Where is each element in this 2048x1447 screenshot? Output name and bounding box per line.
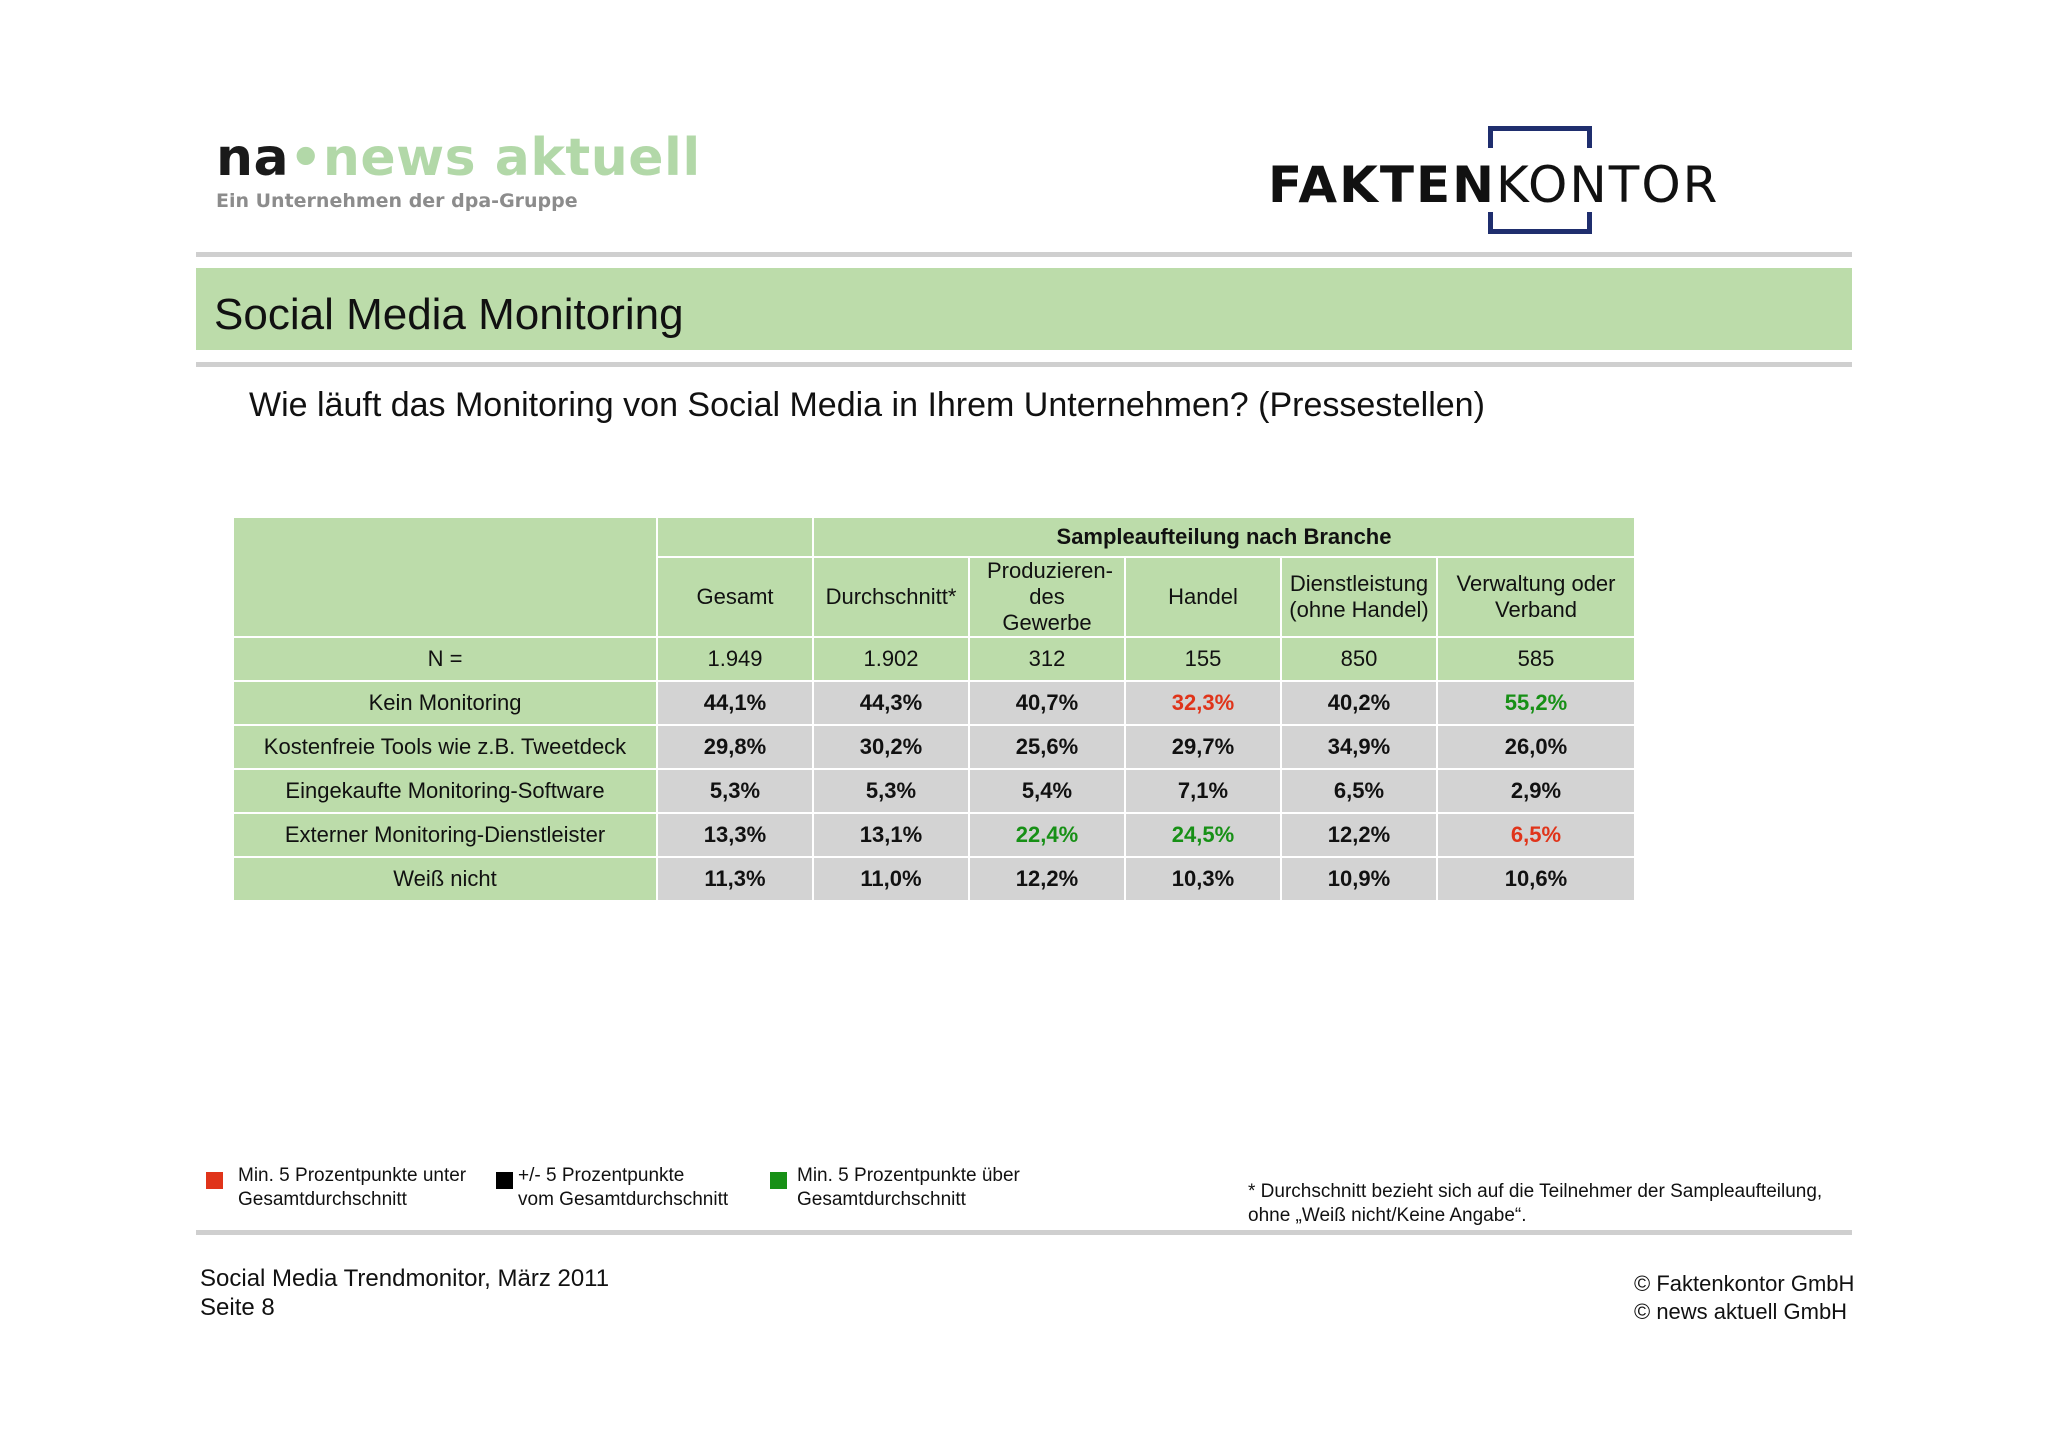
column-header bbox=[1281, 557, 1437, 637]
value-cell: 11,0% bbox=[813, 857, 969, 901]
row-label: N = bbox=[233, 637, 657, 681]
value-cell: 10,6% bbox=[1437, 857, 1635, 901]
page-title: Social Media Monitoring bbox=[214, 290, 684, 339]
title-divider bbox=[196, 362, 1852, 367]
legend-line: Gesamtdurchschnitt bbox=[797, 1189, 966, 1210]
footnote bbox=[1248, 1180, 1822, 1228]
sample-size-cell: 1.902 bbox=[813, 637, 969, 681]
logo-tagline: Ein Unternehmen der dpa-Gruppe bbox=[216, 190, 578, 212]
value-cell: 5,4% bbox=[969, 769, 1125, 813]
value-cell: 32,3% bbox=[1125, 681, 1281, 725]
corner-cell bbox=[233, 517, 657, 637]
row-label: Externer Monitoring-Dienstleister bbox=[233, 813, 657, 857]
legend-green-swatch bbox=[770, 1172, 787, 1189]
value-cell: 22,4% bbox=[969, 813, 1125, 857]
value-cell: 2,9% bbox=[1437, 769, 1635, 813]
sample-size-cell: 155 bbox=[1125, 637, 1281, 681]
column-header bbox=[1437, 557, 1635, 637]
column-header: Durchschnitt* bbox=[813, 557, 969, 637]
row-label: Eingekaufte Monitoring-Software bbox=[233, 769, 657, 813]
value-cell: 40,2% bbox=[1281, 681, 1437, 725]
value-cell: 13,1% bbox=[813, 813, 969, 857]
value-cell: 29,8% bbox=[657, 725, 813, 769]
column-header-text: Verwaltung oder Verband bbox=[1456, 571, 1616, 622]
value-cell: 29,7% bbox=[1125, 725, 1281, 769]
header-divider bbox=[196, 252, 1852, 257]
title-band bbox=[196, 268, 1852, 350]
group-header-spacer bbox=[657, 517, 813, 557]
value-cell: 6,5% bbox=[1281, 769, 1437, 813]
sample-size-cell: 1.949 bbox=[657, 637, 813, 681]
value-cell: 10,3% bbox=[1125, 857, 1281, 901]
group-header: Sampleaufteilung nach Branche bbox=[813, 517, 1635, 557]
logo-kontor-text: KONTOR bbox=[1495, 156, 1720, 214]
value-cell: 26,0% bbox=[1437, 725, 1635, 769]
sample-size-row bbox=[233, 637, 1635, 681]
legend-line: Min. 5 Prozentpunkte über bbox=[797, 1165, 1020, 1186]
table-row bbox=[233, 681, 1635, 725]
value-cell: 12,2% bbox=[1281, 813, 1437, 857]
legend-line: Gesamtdurchschnitt bbox=[238, 1189, 407, 1210]
footer-left bbox=[200, 1264, 609, 1322]
value-cell: 24,5% bbox=[1125, 813, 1281, 857]
table-row bbox=[233, 725, 1635, 769]
column-header bbox=[969, 557, 1125, 637]
table-row bbox=[233, 857, 1635, 901]
value-cell: 7,1% bbox=[1125, 769, 1281, 813]
legend-neutral-text bbox=[518, 1164, 728, 1212]
sample-size-cell: 585 bbox=[1437, 637, 1635, 681]
value-cell: 13,3% bbox=[657, 813, 813, 857]
results-table bbox=[232, 516, 1636, 902]
value-cell: 44,3% bbox=[813, 681, 969, 725]
legend-red-swatch bbox=[206, 1172, 223, 1189]
value-cell: 5,3% bbox=[657, 769, 813, 813]
row-label: Weiß nicht bbox=[233, 857, 657, 901]
footer-divider bbox=[196, 1230, 1852, 1235]
footnote-line: ohne „Weiß nicht/Keine Angabe“. bbox=[1248, 1205, 1527, 1226]
table-row bbox=[233, 813, 1635, 857]
value-cell: 6,5% bbox=[1437, 813, 1635, 857]
value-cell: 5,3% bbox=[813, 769, 969, 813]
logo-dot: • bbox=[289, 128, 323, 188]
value-cell: 55,2% bbox=[1437, 681, 1635, 725]
legend-line: Min. 5 Prozentpunkte unter bbox=[238, 1165, 467, 1186]
value-cell: 34,9% bbox=[1281, 725, 1437, 769]
footer-right bbox=[1634, 1270, 1854, 1326]
value-cell: 30,2% bbox=[813, 725, 969, 769]
page-number: Seite 8 bbox=[200, 1294, 275, 1321]
sample-size-cell: 312 bbox=[969, 637, 1125, 681]
legend-above-text bbox=[797, 1164, 1020, 1212]
copyright-line: © Faktenkontor GmbH bbox=[1634, 1271, 1855, 1296]
logo-na-text: na bbox=[216, 128, 290, 188]
logo-news-aktuell-text: news aktuell bbox=[322, 128, 701, 188]
table-row bbox=[233, 769, 1635, 813]
value-cell: 40,7% bbox=[969, 681, 1125, 725]
logo-fakten-text: FAKTEN bbox=[1268, 156, 1496, 214]
value-cell: 25,6% bbox=[969, 725, 1125, 769]
row-label: Kostenfreie Tools wie z.B. Tweetdeck bbox=[233, 725, 657, 769]
column-header: Gesamt bbox=[657, 557, 813, 637]
survey-question: Wie läuft das Monitoring von Social Media in Ihrem Unternehmen? (Pressestellen) bbox=[249, 386, 1485, 424]
group-header-row bbox=[233, 517, 1635, 557]
column-header-text: Produzieren-des Gewerbe bbox=[987, 558, 1113, 635]
faktenkontor-logo bbox=[1268, 126, 1828, 238]
legend-black-swatch bbox=[496, 1172, 513, 1189]
value-cell: 12,2% bbox=[969, 857, 1125, 901]
legend-line: vom Gesamtdurchschnitt bbox=[518, 1189, 729, 1210]
legend-below-text bbox=[238, 1164, 466, 1212]
copyright-line: © news aktuell GmbH bbox=[1634, 1299, 1848, 1324]
column-header: Handel bbox=[1125, 557, 1281, 637]
value-cell: 10,9% bbox=[1281, 857, 1437, 901]
report-name: Social Media Trendmonitor, März 2011 bbox=[200, 1265, 610, 1292]
column-header-text: Dienstleistung (ohne Handel) bbox=[1289, 571, 1429, 622]
row-label: Kein Monitoring bbox=[233, 681, 657, 725]
value-cell: 44,1% bbox=[657, 681, 813, 725]
footnote-line: * Durchschnitt bezieht sich auf die Teilnehmer der Sampleaufteilung, bbox=[1248, 1181, 1823, 1202]
value-cell: 11,3% bbox=[657, 857, 813, 901]
news-aktuell-logo bbox=[216, 128, 701, 212]
legend-line: +/- 5 Prozentpunkte bbox=[518, 1165, 685, 1186]
sample-size-cell: 850 bbox=[1281, 637, 1437, 681]
